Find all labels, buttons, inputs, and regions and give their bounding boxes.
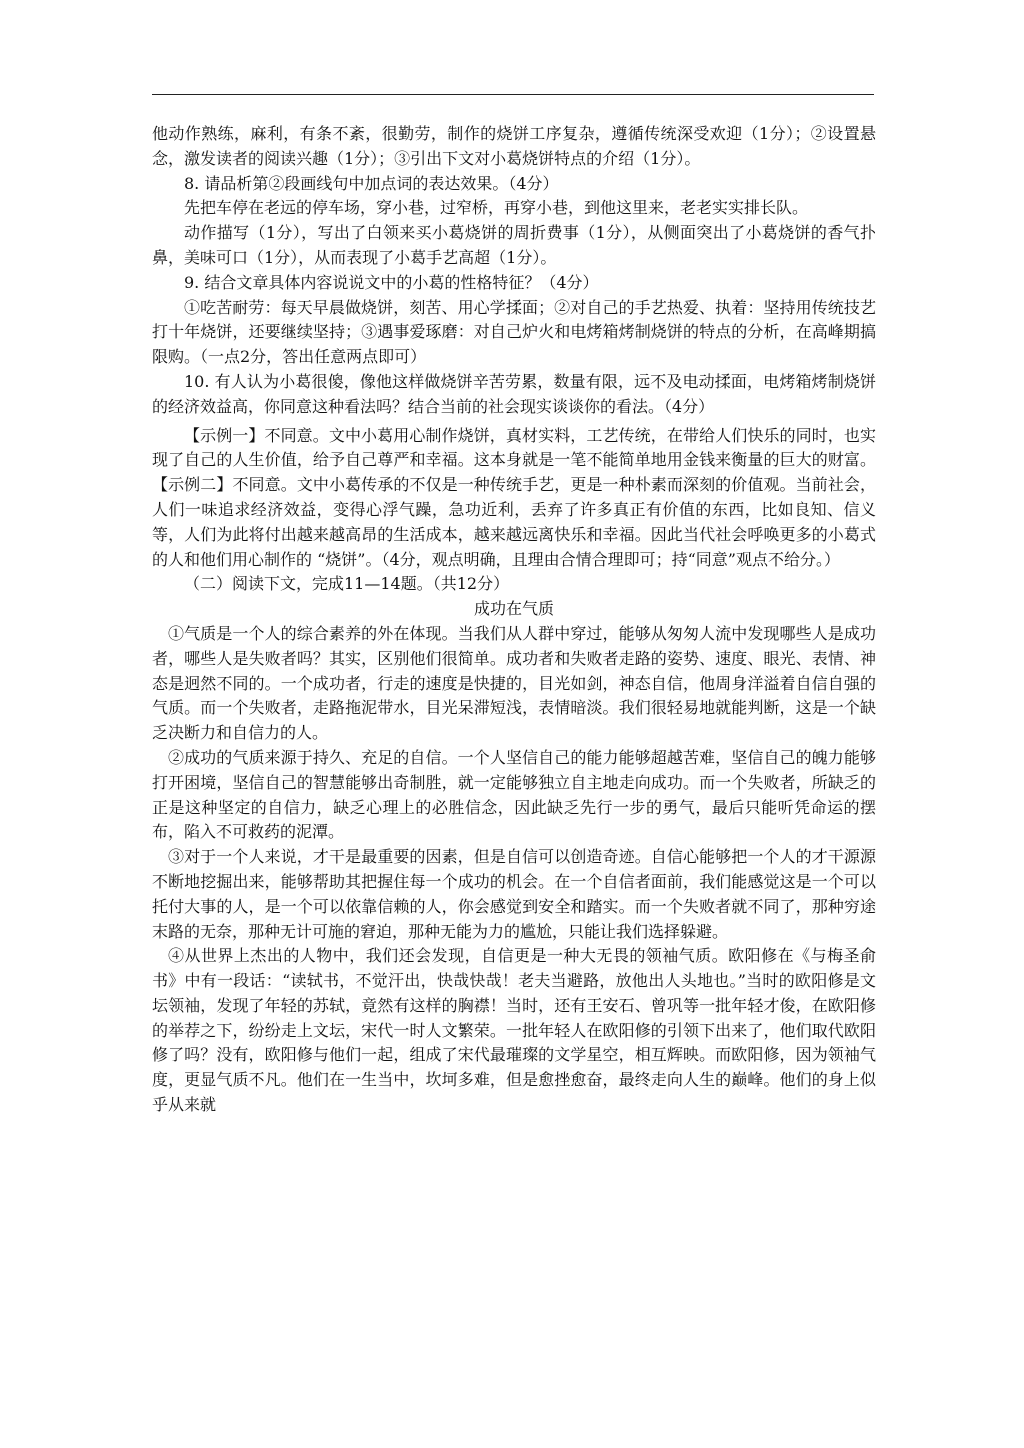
document-body: [152, 122, 876, 1118]
article-paragraph-2: ②成功的气质来源于持久、充足的自信。一个人坚信自己的能力能够超越苦难，坚信自己的魄力能够打开困境，坚信自己的智慧能够出奇制胜，就一定能够独立自主地走向成功。而一个失败者，所缺乏的正是这种坚定的自信力，缺乏心理上的必胜信念，因此缺乏先行一步的勇气，最后只能听凭命运的摆布，陷入不可救药的泥潭。: [152, 747, 876, 842]
question-8-quote: 先把车停在老远的停车场，穿小巷，过窄桥，再穿小巷，到他这里来，老老实实排长队。: [184, 198, 809, 218]
question-10: 10. 有人认为小葛很傻，像他这样做烧饼辛苦劳累，数量有限，远不及电动揉面，电烤箱烤制烧饼的经济效益高，你同意这种看法吗？结合当前的社会现实谈谈你的看法。（4分）: [152, 371, 876, 416]
article-paragraph-3: ③对于一个人来说，才干是最重要的因素，但是自信可以创造奇迹。自信心能够把一个人的才干源源不断地挖掘出来，能够帮助其把握住每一个成功的机会。在一个自信者面前，我们能感觉这是一个可以托付大事的人，是一个可以依靠信赖的人，你会感觉到安全和踏实。而一个失败者就不同了，那种穷途末路的无奈，那种无计可施的窘迫，那种无能为力的尴尬，只能让我们选择躲避。: [152, 847, 876, 941]
section-two-heading: （二）阅读下文，完成11—14题。（共12分）: [184, 574, 510, 594]
answer-9: ①吃苦耐劳：每天早晨做烧饼，刻苦、用心学揉面；②对自己的手艺热爱、执着：坚持用传统技艺打十年烧饼，还要继续坚持；③遇事爱琢磨：对自己炉火和电烤箱烤制烧饼的特点的分析，在高峰期搞限购。（一点2分，答出任意两点即可）: [152, 297, 876, 367]
answer-7-continued: 他动作熟练，麻利，有条不紊，很勤劳，制作的烧饼工序复杂，遵循传统深受欢迎（1分）；②设置悬念，激发读者的阅读兴趣（1分）；③引出下文对小葛烧饼特点的介绍（1分）。: [152, 124, 876, 168]
answer-10: 【示例一】不同意。文中小葛用心制作烧饼，真材实料，工艺传统，在带给人们快乐的同时，也实现了自己的人生价值，给予自己尊严和幸福。这本身就是一笔不能简单地用金钱来衡量的巨大的财富。【示例二】不同意。文中小葛传承的不仅是一种传统手艺，更是一种朴素而深刻的价值观。当前社会，人们一味追求经济效益，变得心浮气躁，急功近利，丢弃了许多真正有价值的东西，比如良知、信义等，人们为此将付出越来越高昂的生活成本，越来越远离快乐和幸福。因此当代社会呼唤更多的小葛式的人和他们用心制作的 “烧饼”。（4分，观点明确，且理由合情合理即可；持“同意”观点不给分。）: [152, 425, 876, 569]
article-paragraph-1: ①气质是一个人的综合素养的外在体现。当我们从人群中穿过，能够从匆匆人流中发现哪些人是成功者，哪些人是失败者吗？其实，区别他们很简单。成功者和失败者走路的姿势、速度、眼光、表情、神态是迥然不同的。一个成功者，行走的速度是快捷的，目光如剑，神态自信，他周身洋溢着自信自强的气质。而一个失败者，走路拖泥带水，目光呆滞短浅，表情暗淡。我们很轻易地就能判断，这是一个缺乏决断力和自信力的人。: [152, 623, 876, 743]
answer-8: 动作描写（1分），写出了白领来买小葛烧饼的周折费事（1分），从侧面突出了小葛烧饼的香气扑鼻，美味可口（1分），从而表现了小葛手艺高超（1分）。: [152, 223, 876, 267]
article-paragraph-4: ④从世界上杰出的人物中，我们还会发现，自信更是一种大无畏的领袖气质。欧阳修在《与梅圣俞书》中有一段话：“读轼书，不觉汗出，快哉快哉！老夫当避路，放他出人头地也。”当时的欧阳修是文坛领袖，发现了年轻的苏轼，竟然有这样的胸襟！当时，还有王安石、曾巩等一批年轻才俊，在欧阳修的举荐之下，纷纷走上文坛，宋代一时人文繁荣。一批年轻人在欧阳修的引领下出来了，他们取代欧阳修了吗？没有，欧阳修与他们一起，组成了宋代最璀璨的文学星空，相互辉映。而欧阳修，因为领袖气度，更显气质不凡。他们在一生当中，坎坷多难，但是愈挫愈奋，最终走向人生的巅峰。他们的身上似乎从来就: [152, 946, 876, 1115]
header-rule: [152, 94, 874, 95]
article-title: 成功在气质: [473, 599, 554, 619]
question-8: 8. 请品析第②段画线句中加点词的表达效果。（4分）: [184, 173, 559, 193]
question-9: 9. 结合文章具体内容说说文中的小葛的性格特征？（4分）: [184, 272, 599, 292]
